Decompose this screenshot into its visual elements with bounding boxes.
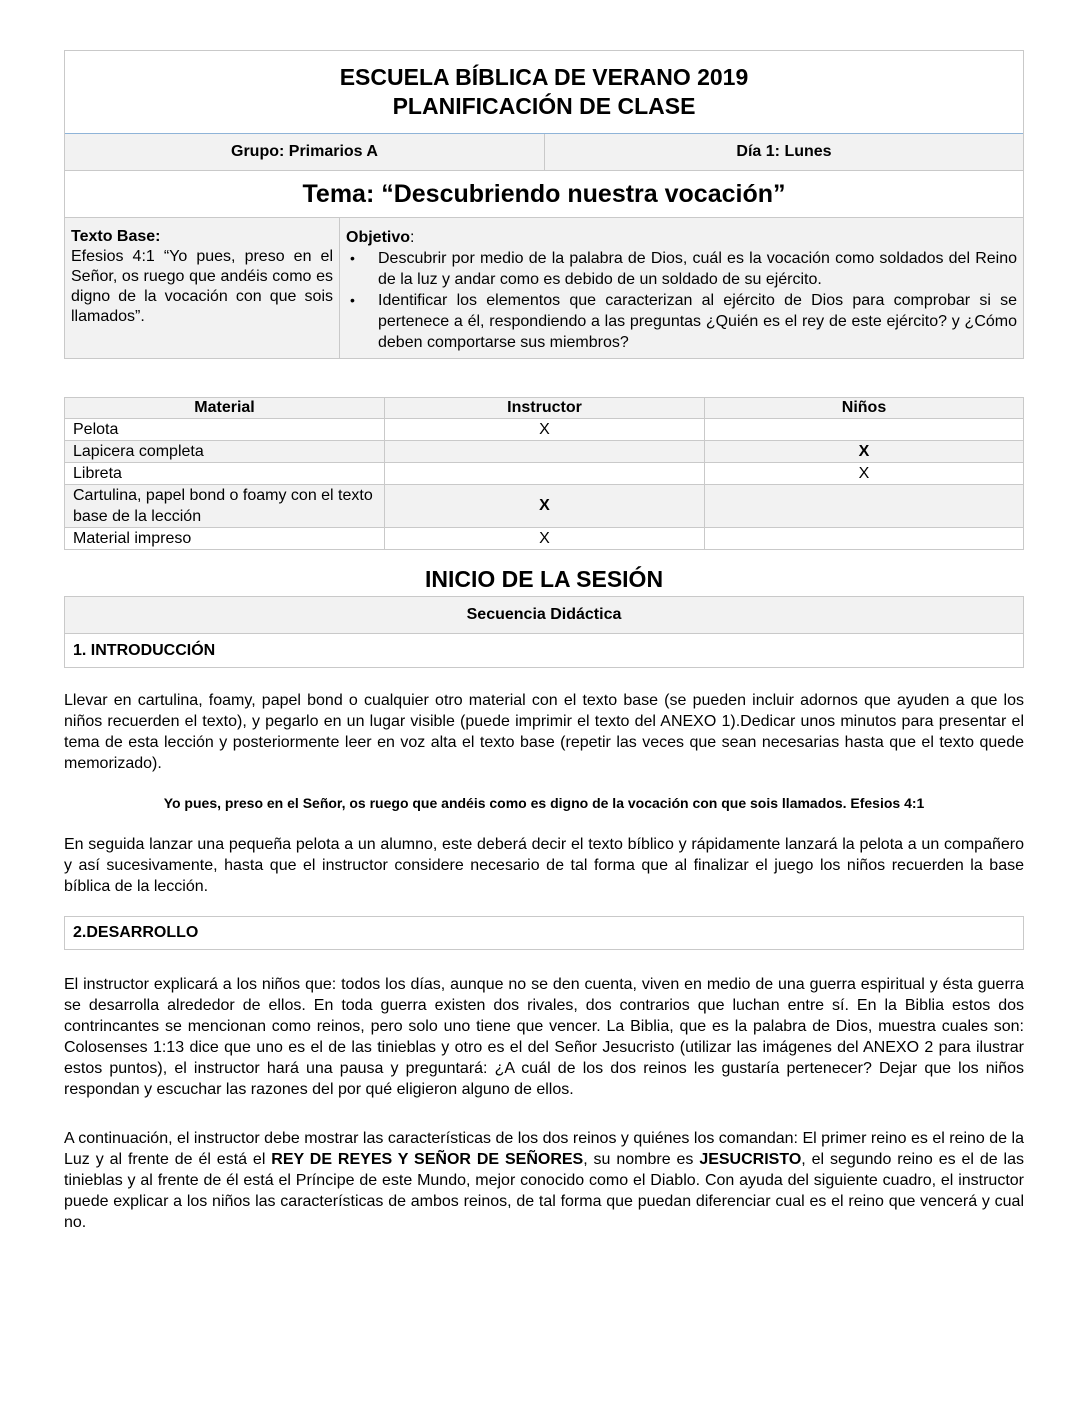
table-row (65, 463, 1024, 485)
objective-list (346, 248, 1017, 353)
material-cell: Libreta (65, 463, 385, 485)
material-cell: Material impreso (65, 528, 385, 550)
base-text-label: Texto Base: (71, 228, 161, 245)
introduction-heading: 1. INTRODUCCIÓN (73, 641, 216, 659)
king-of-kings-text: REY DE REYES Y SEÑOR DE SEÑORES (271, 1151, 584, 1168)
group-day-row (65, 134, 1023, 171)
base-objective-row (65, 218, 1023, 358)
materials-table (64, 397, 1024, 550)
title-line-2: PLANIFICACIÓN DE CLASE (392, 93, 696, 119)
day-cell: Día 1: Lunes (736, 143, 832, 160)
memory-verse: Yo pues, preso en el Señor, os ruego que andéis como es digno de la vocación con que sois llamados. Efesios 4:1 (163, 795, 925, 811)
topic-title: Tema: “Descubriendo nuestra vocación” (65, 171, 1023, 218)
instructor-cell: X (385, 419, 705, 441)
material-cell: Lapicera completa (65, 441, 385, 463)
ninos-cell: X (705, 463, 1024, 485)
document-page (64, 50, 1025, 1231)
jesus-name-text: JESUCRISTO (699, 1151, 802, 1168)
title-line-1: ESCUELA BÍBLICA DE VERANO 2019 (339, 64, 749, 90)
document-title (65, 51, 1023, 134)
column-header-ninos: Niños (705, 398, 1024, 419)
objective-item: • Identificar los elementos que caracterizan al ejército de Dios para comprobar si se pertenece a él, respondiendo a las preguntas ¿Quién es el rey de este ejército? y ¿Cómo deben comportarse sus miembros? (346, 290, 1017, 353)
ninos-cell (705, 485, 1024, 528)
development-text: A continuación, el instructor debe mostrar las características de los dos reinos y quiénes los comandan: El primer reino es el reino de la Luz y al frente de él está el (64, 1130, 1024, 1168)
material-cell: Pelota (65, 419, 385, 441)
table-row (65, 528, 1024, 550)
column-header-instructor: Instructor (385, 398, 705, 419)
didactic-sequence-box (64, 596, 1024, 668)
objective-label: Objetivo (346, 229, 411, 246)
instructor-cell: X (385, 485, 705, 528)
base-text: Efesios 4:1 “Yo pues, preso en el Señor, os ruego que andéis como es digno de la vocación con que sois llamados”. (71, 248, 333, 325)
objective-colon: : (410, 229, 415, 246)
table-row (65, 441, 1024, 463)
ninos-cell (705, 528, 1024, 550)
base-text-cell (65, 218, 340, 358)
intro-paragraph-1: Llevar en cartulina, foamy, papel bond o cualquier otro material con el texto base (se pueden incluir adornos que ayuden a que los niños recuerden el texto), y pegarlo en un lugar visible (puede imprimir el texto del ANEXO 1).Dedicar unos minutos para presentar el tema de esta lección y posteriormente leer en voz alta el texto base (repetir las veces que sean necesarias hasta que el texto quede memorizado). (64, 692, 1024, 772)
objective-cell (340, 218, 1023, 358)
table-row (65, 485, 1024, 528)
development-heading: 2.DESARROLLO (64, 916, 1024, 950)
development-paragraph-1: El instructor explicará a los niños que: todos los días, aunque no se den cuenta, viven en medio de una guerra espiritual y ésta guerra se desarrolla alrededor de ellos. En toda guerra existen dos rivales, dos contrarios que luchan entre sí. En la Biblia estos dos contrincantes se mencionan como reinos, pero solo uno tiene que vencer. La Biblia, que es la palabra de Dios, muestra cuales son: Colosenses 1:13 dice que uno es el de las tinieblas y otro es el del Señor Jesucristo (utilizar las imágenes del ANEXO 2 para ilustrar estos puntos), el instructor hará una pausa y preguntará: ¿A cuál de los dos reinos les gustaría pertenecer? Dejar que los niños respondan y escuchar las razones del por qué eligieron alguno de ellos. (64, 976, 1024, 1098)
material-cell: Cartulina, papel bond o foamy con el texto base de la lección (65, 485, 385, 528)
development-text: , su nombre es (583, 1151, 700, 1168)
ninos-cell: X (705, 441, 1024, 463)
development-text: , el segundo reino es el de las tinieblas y al frente de él está el Príncipe de este Mundo, mejor conocido como el Diablo. Con ayuda del siguiente cuadro, el instructor puede explicar a los niños las características de ambos reinos, de tal forma que puedan diferenciar cual es el reino que vencerá y cual no. (64, 1151, 1025, 1231)
intro-paragraph-2: En seguida lanzar una pequeña pelota a un alumno, este deberá decir el texto bíblico y rápidamente lanzará la pelota a un compañero y así sucesivamente, hasta que el instructor considere necesario de tal forma que al finalizar el juego los niños recuerden la base bíblica de la lección. (64, 836, 1024, 895)
group-cell: Grupo: Primarios A (65, 134, 545, 170)
instructor-cell: X (385, 528, 705, 550)
header-block (64, 50, 1024, 359)
column-header-material: Material (65, 398, 385, 419)
development-paragraph-2 (64, 1128, 1024, 1233)
objective-item: • Descubrir por medio de la palabra de Dios, cuál es la vocación como soldados del Reino de la luz y andar como es debido de un soldado de su ejército. (346, 248, 1017, 290)
ninos-cell (705, 419, 1024, 441)
table-row (65, 419, 1024, 441)
instructor-cell (385, 463, 705, 485)
instructor-cell (385, 441, 705, 463)
table-header-row (65, 398, 1024, 419)
didactic-sequence-title: Secuencia Didáctica (65, 597, 1023, 634)
session-start-heading: INICIO DE LA SESIÓN (424, 566, 664, 592)
